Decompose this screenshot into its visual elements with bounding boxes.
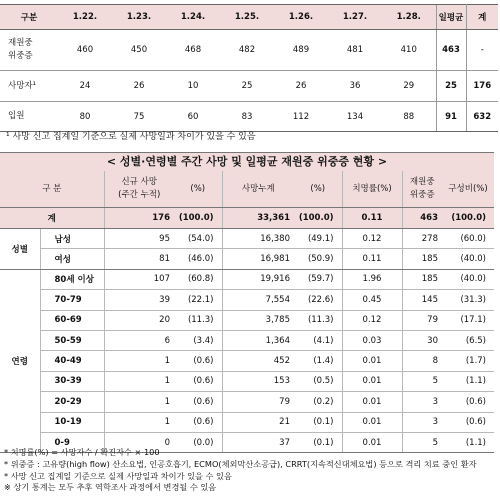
cell-severe: 145 — [402, 290, 442, 310]
header-date: 1.25. — [220, 5, 274, 30]
table-row — [0, 351, 494, 371]
header-daily-average: 일평균 — [436, 5, 466, 30]
cell-fatality-rate: 0.12 — [342, 310, 402, 330]
cell-new-deaths-pct: (0.6) — [174, 371, 222, 391]
cell-fatality-rate: 0.12 — [342, 229, 402, 249]
cell-cumulative-pct: (1.4) — [294, 351, 342, 371]
cell-total: - — [466, 30, 498, 71]
cell-fatality-rate: 1.96 — [342, 269, 402, 289]
header-fatality-rate: 치명률(%) — [342, 171, 402, 208]
cell-cumulative-pct: (0.1) — [294, 412, 342, 432]
cell-average: 463 — [436, 30, 466, 71]
cell-cumulative-deaths: 3,785 — [222, 310, 294, 330]
table-row — [0, 71, 498, 102]
cell-new-deaths: 1 — [104, 371, 174, 391]
cell-value: 36 — [328, 71, 382, 102]
cell-share: (1.1) — [442, 432, 494, 452]
cell-new-deaths: 0 — [104, 432, 174, 452]
cell-cumulative-pct: (100.0) — [294, 208, 342, 229]
cell-new-deaths: 95 — [104, 229, 174, 249]
header-category: 구 분 — [0, 171, 104, 208]
cell-severe: 5 — [402, 432, 442, 452]
cell-severe: 30 — [402, 330, 442, 350]
cell-new-deaths: 20 — [104, 310, 174, 330]
row-label: 남성 — [40, 229, 104, 249]
cell-severe: 185 — [402, 269, 442, 289]
header-cumulative-pct: (%) — [294, 171, 342, 208]
cell-share: (40.0) — [442, 249, 494, 269]
cell-value: 10 — [166, 71, 220, 102]
header-cumulative-deaths: 사망누계 — [222, 171, 294, 208]
cell-share: (6.5) — [442, 330, 494, 350]
table-row — [0, 269, 494, 289]
table-row — [0, 310, 494, 330]
footnote-death-date: * 사망 신고 집계일 기준으로 실제 사망일과 차이가 있을 수 있음 — [4, 470, 232, 481]
footnote-severe-definition: * 위중증 : 고유량(high flow) 산소요법, 인공호흡기, ECMO(체외막산소공급), CRRT(지속적신대체요법) 등으로 격리 치료 중인 환자 — [4, 458, 477, 469]
cell-new-deaths-pct: (0.6) — [174, 351, 222, 371]
cell-new-deaths-pct: (3.4) — [174, 330, 222, 350]
cell-cumulative-pct: (11.3) — [294, 310, 342, 330]
table-row — [0, 330, 494, 350]
header-date: 1.22. — [58, 5, 112, 30]
cell-new-deaths: 1 — [104, 412, 174, 432]
row-label: 80세 이상 — [40, 269, 104, 289]
cell-value: 410 — [382, 30, 436, 71]
row-label: 40-49 — [40, 351, 104, 371]
row-label: 60-69 — [40, 310, 104, 330]
cell-cumulative-pct: (49.1) — [294, 229, 342, 249]
cell-new-deaths: 81 — [104, 249, 174, 269]
cell-cumulative-deaths: 7,554 — [222, 290, 294, 310]
cell-cumulative-deaths: 79 — [222, 392, 294, 412]
cell-share: (60.0) — [442, 229, 494, 249]
table-row — [0, 30, 498, 71]
cell-severe: 79 — [402, 310, 442, 330]
cell-new-deaths-pct: (22.1) — [174, 290, 222, 310]
cell-fatality-rate: 0.11 — [342, 249, 402, 269]
cell-value: 26 — [274, 71, 328, 102]
cell-value: 26 — [112, 71, 166, 102]
header-total: 계 — [466, 5, 498, 30]
cell-fatality-rate: 0.01 — [342, 432, 402, 452]
row-label: 여성 — [40, 249, 104, 269]
header-new-deaths-pct: (%) — [174, 171, 222, 208]
cell-value: 25 — [220, 71, 274, 102]
cell-fatality-rate: 0.03 — [342, 330, 402, 350]
cell-value: 482 — [220, 30, 274, 71]
table-row — [0, 249, 494, 269]
group-label-sex: 성별 — [0, 229, 40, 270]
header-category: 구분 — [0, 5, 58, 30]
cell-value: 88 — [382, 102, 436, 132]
cell-share: (17.1) — [442, 310, 494, 330]
cell-new-deaths-pct: (11.3) — [174, 310, 222, 330]
cell-severe: 8 — [402, 351, 442, 371]
cell-total: 632 — [466, 102, 498, 132]
cell-new-deaths-pct: (46.0) — [174, 249, 222, 269]
row-label: 계 — [0, 208, 104, 229]
cell-fatality-rate: 0.01 — [342, 371, 402, 391]
header-share: 구성비(%) — [442, 171, 494, 208]
cell-share: (31.3) — [442, 290, 494, 310]
table-row — [0, 412, 494, 432]
cell-cumulative-deaths: 21 — [222, 412, 294, 432]
cell-value: 83 — [220, 102, 274, 132]
table-row — [0, 392, 494, 412]
cell-value: 24 — [58, 71, 112, 102]
row-label: 입원 — [0, 102, 58, 132]
cell-average: 91 — [436, 102, 466, 132]
cell-cumulative-deaths: 1,364 — [222, 330, 294, 350]
row-label: 70-79 — [40, 290, 104, 310]
cell-value: 29 — [382, 71, 436, 102]
cell-new-deaths-pct: (100.0) — [174, 208, 222, 229]
summary-header-row — [0, 5, 498, 30]
row-label: 사망자¹ — [0, 71, 58, 102]
header-severe: 재원중 위중증 — [402, 171, 442, 208]
cell-new-deaths-pct: (60.8) — [174, 269, 222, 289]
cell-severe: 278 — [402, 229, 442, 249]
header-new-deaths: 신규 사망 (주간 누적) — [104, 171, 174, 208]
cell-severe: 185 — [402, 249, 442, 269]
footnotes — [4, 447, 477, 494]
cell-new-deaths: 6 — [104, 330, 174, 350]
cell-cumulative-pct: (59.7) — [294, 269, 342, 289]
weekly-summary-table — [0, 4, 498, 132]
cell-cumulative-pct: (4.1) — [294, 330, 342, 350]
cell-severe: 463 — [402, 208, 442, 229]
cell-fatality-rate: 0.45 — [342, 290, 402, 310]
cell-share: (0.6) — [442, 412, 494, 432]
header-date: 1.23. — [112, 5, 166, 30]
cell-new-deaths: 107 — [104, 269, 174, 289]
cell-cumulative-pct: (0.1) — [294, 432, 342, 452]
death-date-note: ¹ 사망 신고 집계일 기준으로 실제 사망일과 차이가 있을 수 있음 — [6, 132, 256, 142]
row-label: 20-29 — [40, 392, 104, 412]
cell-fatality-rate: 0.01 — [342, 351, 402, 371]
cell-new-deaths: 39 — [104, 290, 174, 310]
cell-new-deaths: 1 — [104, 392, 174, 412]
main-header-row — [0, 171, 494, 208]
cell-fatality-rate: 0.11 — [342, 208, 402, 229]
cell-cumulative-pct: (0.5) — [294, 371, 342, 391]
cell-share: (100.0) — [442, 208, 494, 229]
cell-cumulative-deaths: 37 — [222, 432, 294, 452]
cell-new-deaths-pct: (0.6) — [174, 392, 222, 412]
cell-average: 25 — [436, 71, 466, 102]
cell-cumulative-deaths: 19,916 — [222, 269, 294, 289]
row-label: 50-59 — [40, 330, 104, 350]
header-date: 1.28. — [382, 5, 436, 30]
header-date: 1.24. — [166, 5, 220, 30]
cell-cumulative-pct: (0.2) — [294, 392, 342, 412]
footnote-fatality: * 치명률(%) = 사망자수 / 확진자수 × 100 — [4, 447, 160, 457]
row-label: 0-9 — [40, 432, 104, 452]
cell-value: 460 — [58, 30, 112, 71]
section-title: < 성별·연령별 주간 사망 및 일평균 재원중 위중증 현황 > — [0, 152, 494, 172]
cell-value: 468 — [166, 30, 220, 71]
cell-severe: 3 — [402, 392, 442, 412]
cell-share: (1.7) — [442, 351, 494, 371]
row-label: 재원중 위중증 — [0, 30, 58, 71]
table-row — [0, 229, 494, 249]
cell-severe: 3 — [402, 412, 442, 432]
cell-cumulative-deaths: 153 — [222, 371, 294, 391]
cell-value: 134 — [328, 102, 382, 132]
cell-cumulative-deaths: 452 — [222, 351, 294, 371]
table-row — [0, 102, 498, 132]
cell-cumulative-pct: (50.9) — [294, 249, 342, 269]
sex-age-status-table — [0, 171, 494, 453]
cell-new-deaths-pct: (0.0) — [174, 432, 222, 452]
cell-value: 450 — [112, 30, 166, 71]
cell-share: (0.6) — [442, 392, 494, 412]
footnote-revision: ※ 상기 통계는 모두 추후 역학조사 과정에서 변경될 수 있음 — [4, 482, 217, 493]
cell-cumulative-deaths: 16,380 — [222, 229, 294, 249]
cell-cumulative-deaths: 16,981 — [222, 249, 294, 269]
cell-new-deaths-pct: (0.6) — [174, 412, 222, 432]
cell-cumulative-deaths: 33,361 — [222, 208, 294, 229]
cell-new-deaths-pct: (54.0) — [174, 229, 222, 249]
group-label-age: 연령 — [0, 269, 40, 453]
cell-value: 481 — [328, 30, 382, 71]
header-date: 1.27. — [328, 5, 382, 30]
row-label: 10-19 — [40, 412, 104, 432]
total-row — [0, 208, 494, 229]
table-row — [0, 290, 494, 310]
header-date: 1.26. — [274, 5, 328, 30]
cell-severe: 5 — [402, 371, 442, 391]
cell-share: (1.1) — [442, 371, 494, 391]
cell-cumulative-pct: (22.6) — [294, 290, 342, 310]
table-row — [0, 371, 494, 391]
cell-value: 489 — [274, 30, 328, 71]
cell-new-deaths: 1 — [104, 351, 174, 371]
cell-value: 60 — [166, 102, 220, 132]
cell-fatality-rate: 0.01 — [342, 392, 402, 412]
cell-share: (40.0) — [442, 269, 494, 289]
cell-value: 75 — [112, 102, 166, 132]
cell-new-deaths: 176 — [104, 208, 174, 229]
row-label: 30-39 — [40, 371, 104, 391]
cell-value: 80 — [58, 102, 112, 132]
cell-total: 176 — [466, 71, 498, 102]
cell-fatality-rate: 0.01 — [342, 412, 402, 432]
cell-value: 112 — [274, 102, 328, 132]
